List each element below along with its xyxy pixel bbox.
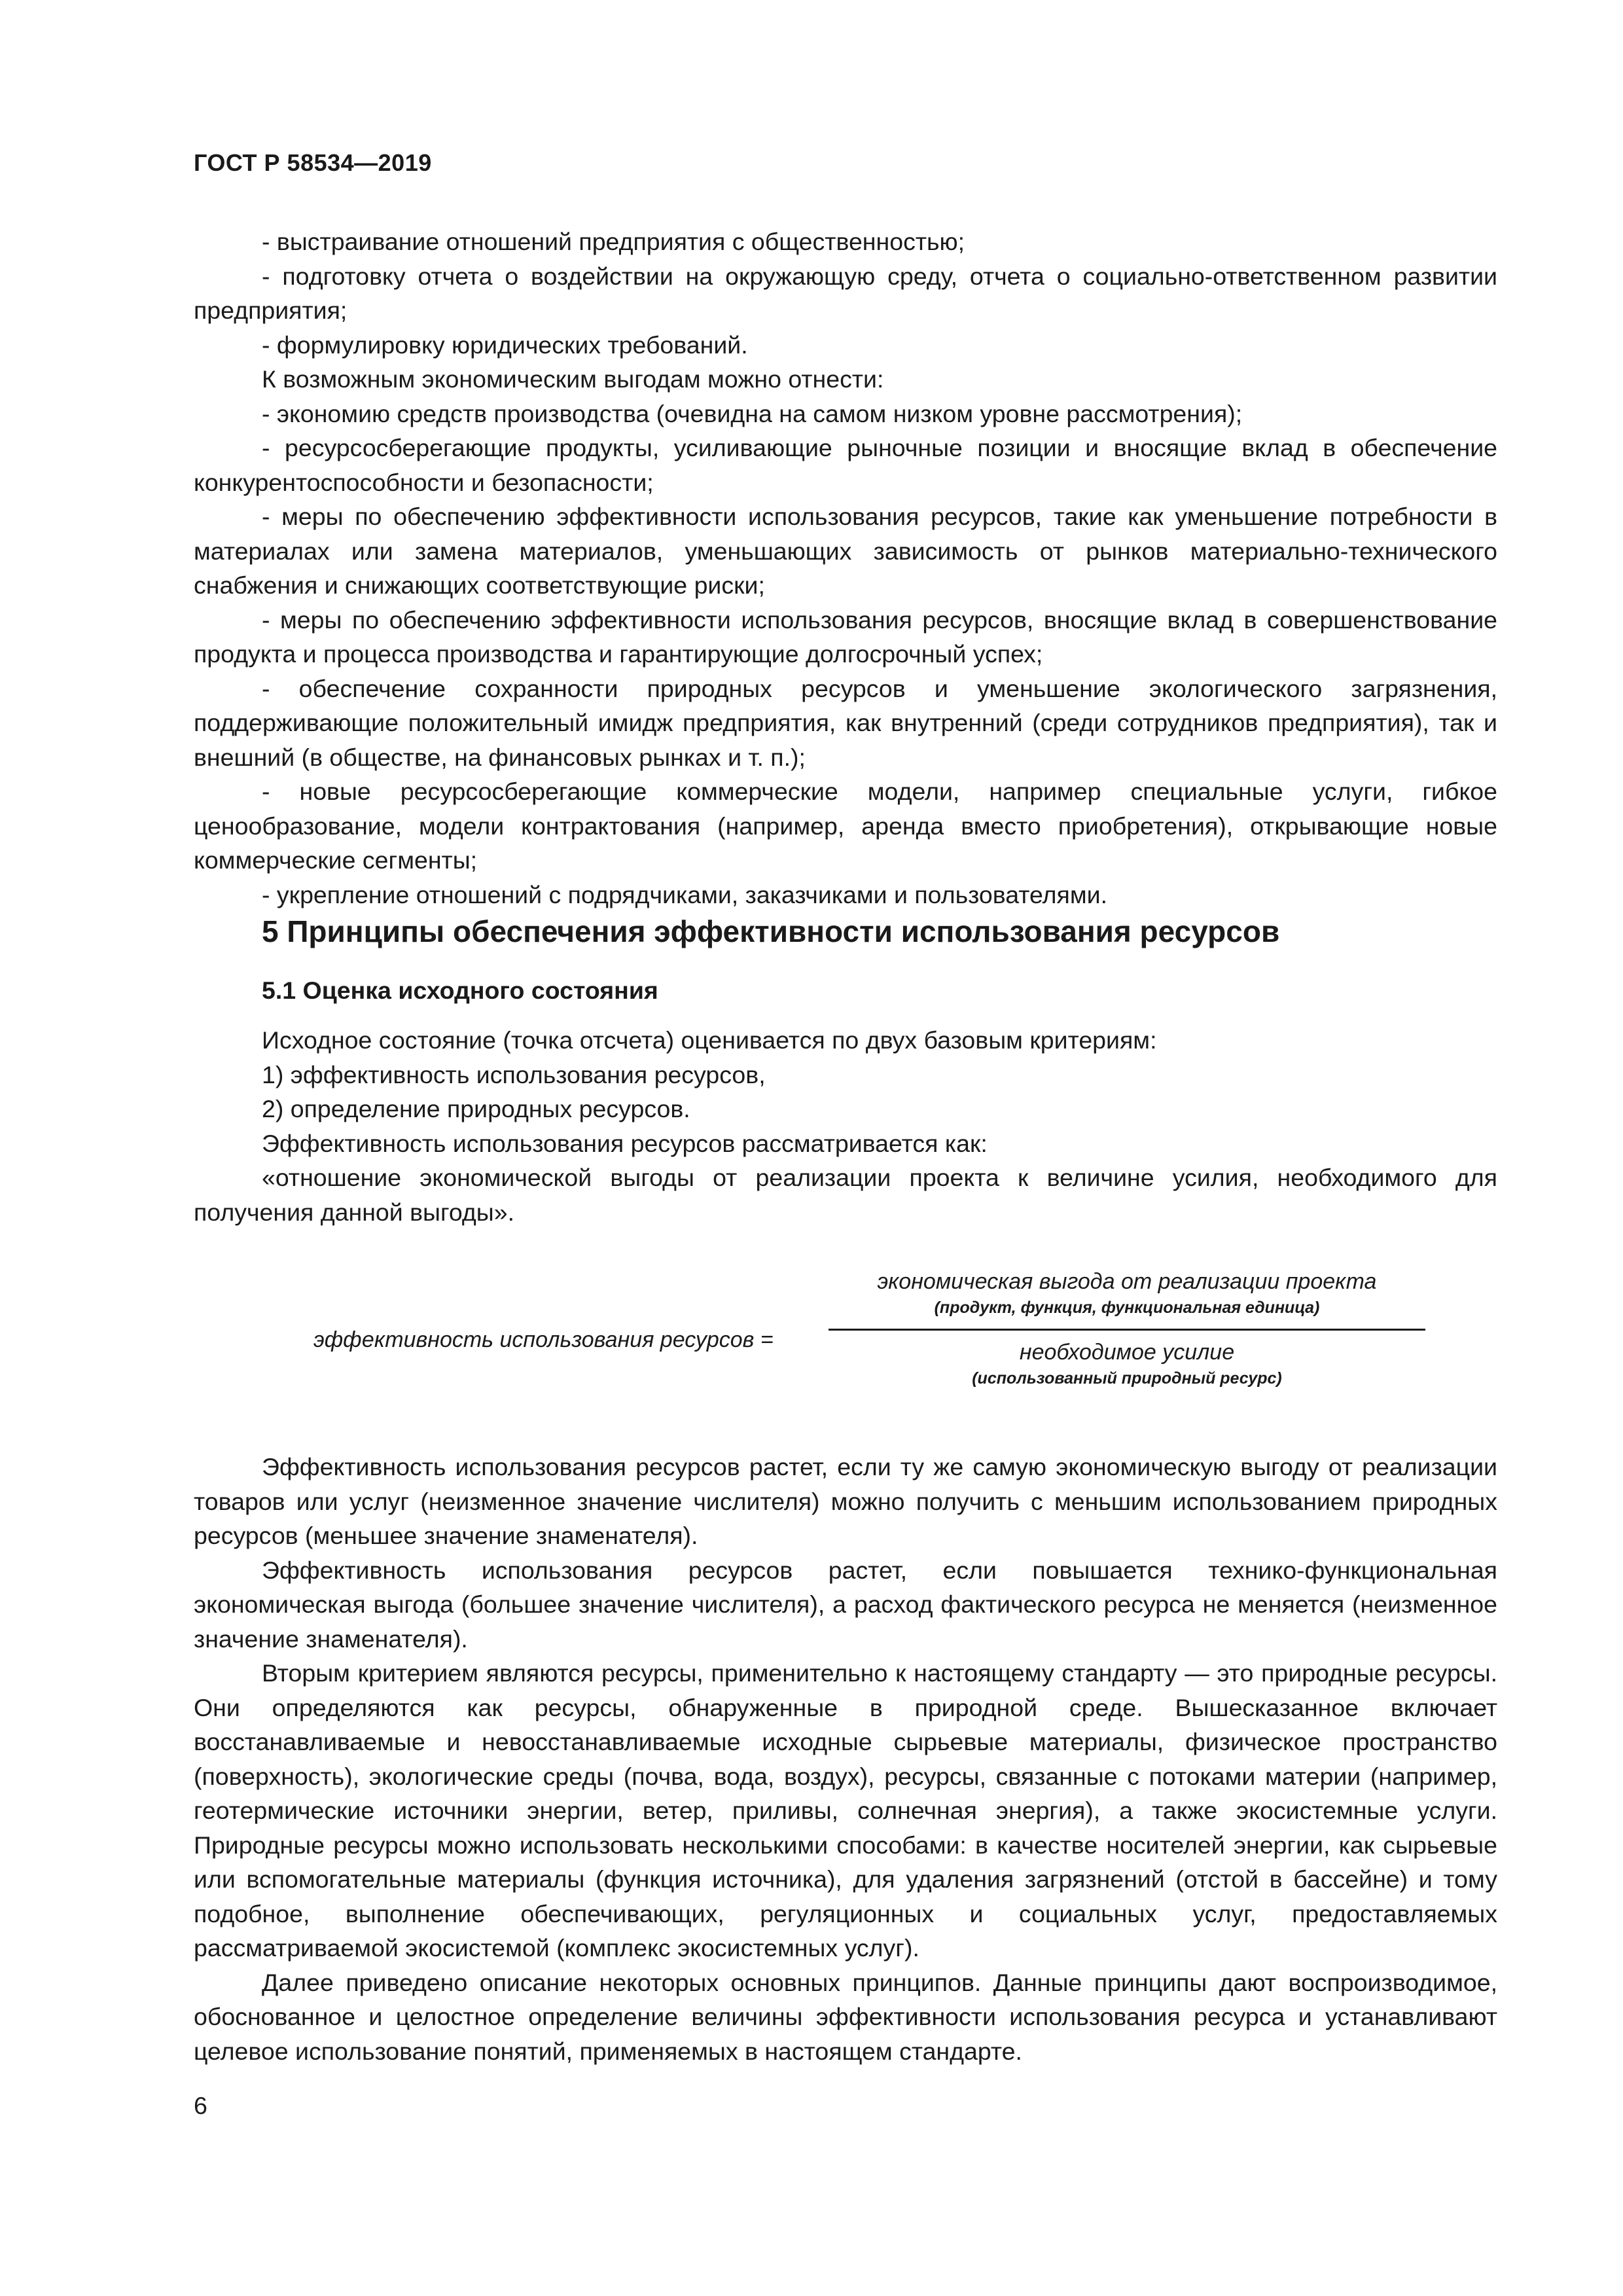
paragraph: Эффективность использования ресурсов растет, если ту же самую экономическую выгоду от реализации товаров или услуг (неизменное значение числителя) можно получить с меньшим использованием природных ресурсов (меньшее значение знаменателя). xyxy=(194,1453,1497,1549)
list-item: - формулировку юридических требований. xyxy=(262,331,748,359)
page-number: 6 xyxy=(194,2092,207,2119)
paragraph: Эффективность использования ресурсов рассматривается как: xyxy=(262,1129,988,1157)
document-code-header: ГОСТ Р 58534—2019 xyxy=(194,149,432,176)
definition-quote: «отношение экономической выгоды от реализации проекта к величине усилия, необходимого для получения данной выгоды». xyxy=(194,1164,1497,1226)
intro-text-block xyxy=(194,224,1497,912)
section-5 xyxy=(194,912,1497,1229)
list-item: - новые ресурсосберегающие коммерческие модели, например специальные услуги, гибкое ценообразование, модели контрактования (например, аренда вместо приобретения), открывающие новые коммерческие сегменты; xyxy=(194,778,1497,874)
fraction-bar xyxy=(829,1329,1425,1331)
efficiency-formula xyxy=(194,1263,1497,1414)
paragraph: Вторым критерием являются ресурсы, применительно к настоящему стандарту — это природные ресурсы. Они определяются как ресурсы, обнаруженные в природной среде. Вышесказанное включает восстанавливаемые и невосстанавливаемые исходные сырьевые материалы, физическое пространство (поверхность), экологические среды (почва, вода, воздух), ресурсы, связанные с потоками материи (например, геотермические источники энергии, ветер, приливы, солнечная энергия), а также экосистемные услуги. Природные ресурсы можно использовать несколькими способами: в качестве носителей энергии, как сырьевые или вспомогательные материалы (функция источника), для удаления загрязнений (отстой в бассейне) и тому подобное, выполнение обеспечивающих, регуляционных и социальных услуг, предоставляемых рассматриваемой экосистемой (комплекс экосистемных услуг). xyxy=(194,1659,1497,1962)
list-item: 1) эффективность использования ресурсов, xyxy=(262,1060,766,1088)
formula-numerator: экономическая выгода от реализации проекта xyxy=(877,1269,1377,1294)
list-item: - меры по обеспечению эффективности использования ресурсов, вносящие вклад в совершенствование продукта и процесса производства и гарантирующие долгосрочный успех; xyxy=(194,605,1497,668)
explanation-text-block xyxy=(194,1450,1497,2068)
formula-fraction xyxy=(829,1263,1425,1414)
paragraph: Эффективность использования ресурсов растет, если повышается технико-функциональная экономическая выгода (большее значение числителя), а расход фактического ресурса не меняется (неизменное значение знаменателя). xyxy=(194,1556,1497,1653)
list-item: - укрепление отношений с подрядчиками, заказчиками и пользователями. xyxy=(262,880,1107,908)
paragraph: Далее приведено описание некоторых основных принципов. Данные принципы дают воспроизводимое, обоснованное и целостное определение величины эффективности использования ресурса и устанавливают целевое использование понятий, применяемых в настоящем стандарте. xyxy=(194,1968,1497,2065)
paragraph: К возможным экономическим выгодам можно отнести: xyxy=(262,365,884,393)
formula-lhs: эффективность использования ресурсов = xyxy=(313,1327,774,1352)
list-item: - подготовку отчета о воздействии на окружающую среду, отчета о социально-ответственном развитии предприятия; xyxy=(194,262,1497,324)
formula-numerator-note: (продукт, функция, функциональная единица) xyxy=(934,1299,1320,1317)
list-item: - обеспечение сохранности природных ресурсов и уменьшение экологического загрязнения, поддерживающие положительный имидж предприятия, как внутренний (среди сотрудников предприятия), так и внешний (в обществе, на финансовых рынках и т. п.); xyxy=(194,674,1497,771)
paragraph: Исходное состояние (точка отсчета) оценивается по двух базовым критериям: xyxy=(262,1026,1157,1054)
list-item: - ресурсосберегающие продукты, усиливающие рыночные позиции и вносящие вклад в обеспечение конкурентоспособности и безопасности; xyxy=(194,434,1497,496)
list-item: - выстраивание отношений предприятия с общественностью; xyxy=(262,228,965,255)
list-item: - экономию средств производства (очевидна на самом низком уровне рассмотрения); xyxy=(262,399,1243,427)
list-item: - меры по обеспечению эффективности использования ресурсов, такие как уменьшение потребности в материалах или замена материалов, уменьшающих зависимость от рынков материально-технического снабжения и снижающих соответствующие риски; xyxy=(194,503,1497,599)
list-item: 2) определение природных ресурсов. xyxy=(262,1095,690,1122)
section-title: 5 Принципы обеспечения эффективности использования ресурсов xyxy=(262,914,1280,948)
subsection-title: 5.1 Оценка исходного состояния xyxy=(262,977,658,1004)
formula-denominator: необходимое усилие xyxy=(1019,1340,1235,1365)
formula-denominator-note: (использованный природный ресурс) xyxy=(972,1369,1282,1388)
